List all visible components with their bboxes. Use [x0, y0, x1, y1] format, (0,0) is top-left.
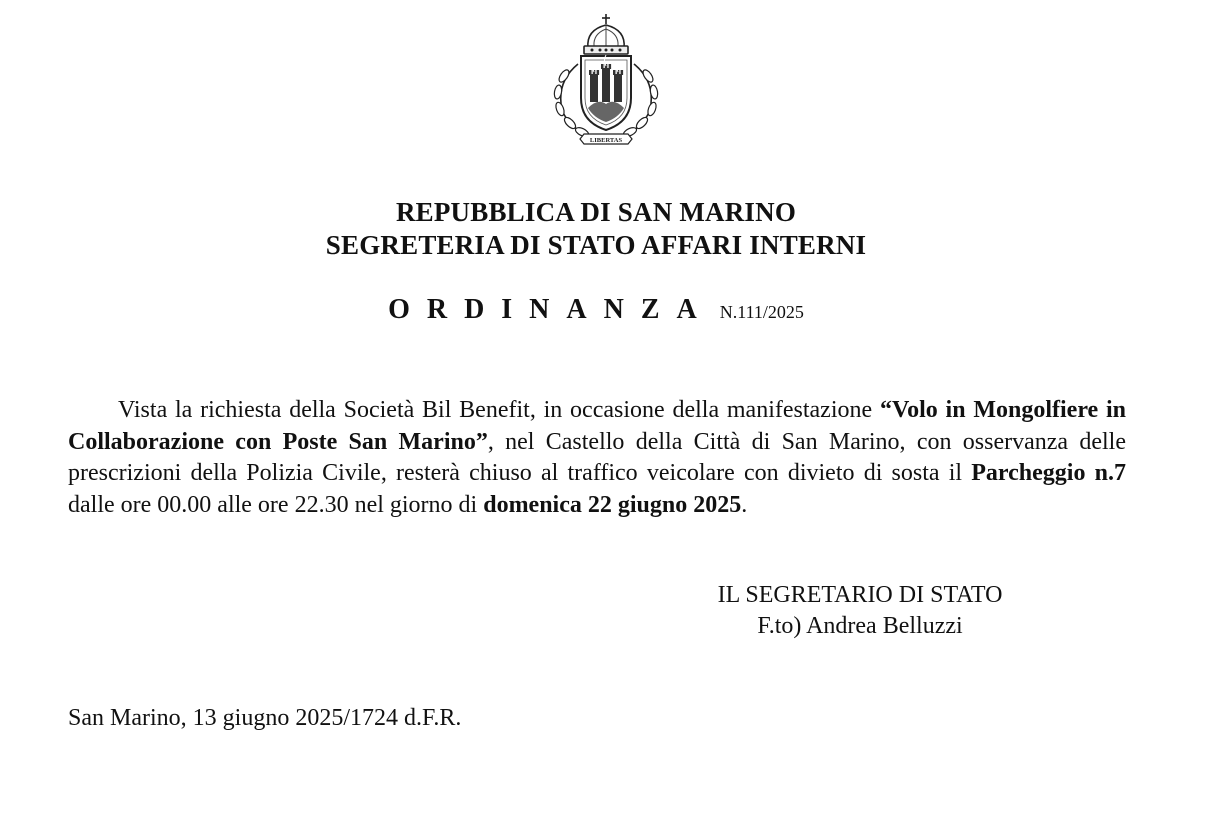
- motto-text: LIBERTAS: [589, 137, 623, 144]
- body-text-part1: Vista la richiesta della Società Bil Benefit, in occasione della manifestazione: [118, 397, 880, 423]
- parking-name: Parcheggio n.7: [971, 460, 1127, 486]
- ordinance-title-row: [0, 294, 1192, 326]
- body-text-part4: .: [741, 491, 748, 518]
- event-name: “Volo in Mongolfiere in Collaborazione con Poste San Marino”: [68, 397, 1126, 455]
- ordinance-body: [68, 395, 1126, 521]
- closure-date: domenica 22 giugno 2025: [483, 491, 742, 518]
- signatory-name: F.to) Andrea Belluzzi: [757, 613, 963, 639]
- ordinance-number: N.111/2025: [719, 302, 804, 322]
- secretariat-heading: SEGRETERIA DI STATO AFFARI INTERNI: [325, 230, 867, 260]
- body-text-part3: dalle ore 00.00 alle ore 22.30 nel giorno di: [68, 491, 484, 518]
- place-and-date: San Marino, 13 giugno 2025/1724 d.F.R.: [68, 705, 462, 731]
- body-text-part2: , nel Castello della Città di San Marino, con osservanza delle prescrizioni della Polizia Civile, resterà chiuso al traffico veicolare con divieto di sosta il: [68, 428, 1126, 486]
- signatory-title: IL SEGRETARIO DI STATO: [717, 582, 1003, 608]
- coat-of-arms-icon: [548, 12, 664, 148]
- ordinance-title: ORDINANZA: [388, 294, 714, 325]
- republic-heading: REPUBBLICA DI SAN MARINO: [395, 197, 797, 227]
